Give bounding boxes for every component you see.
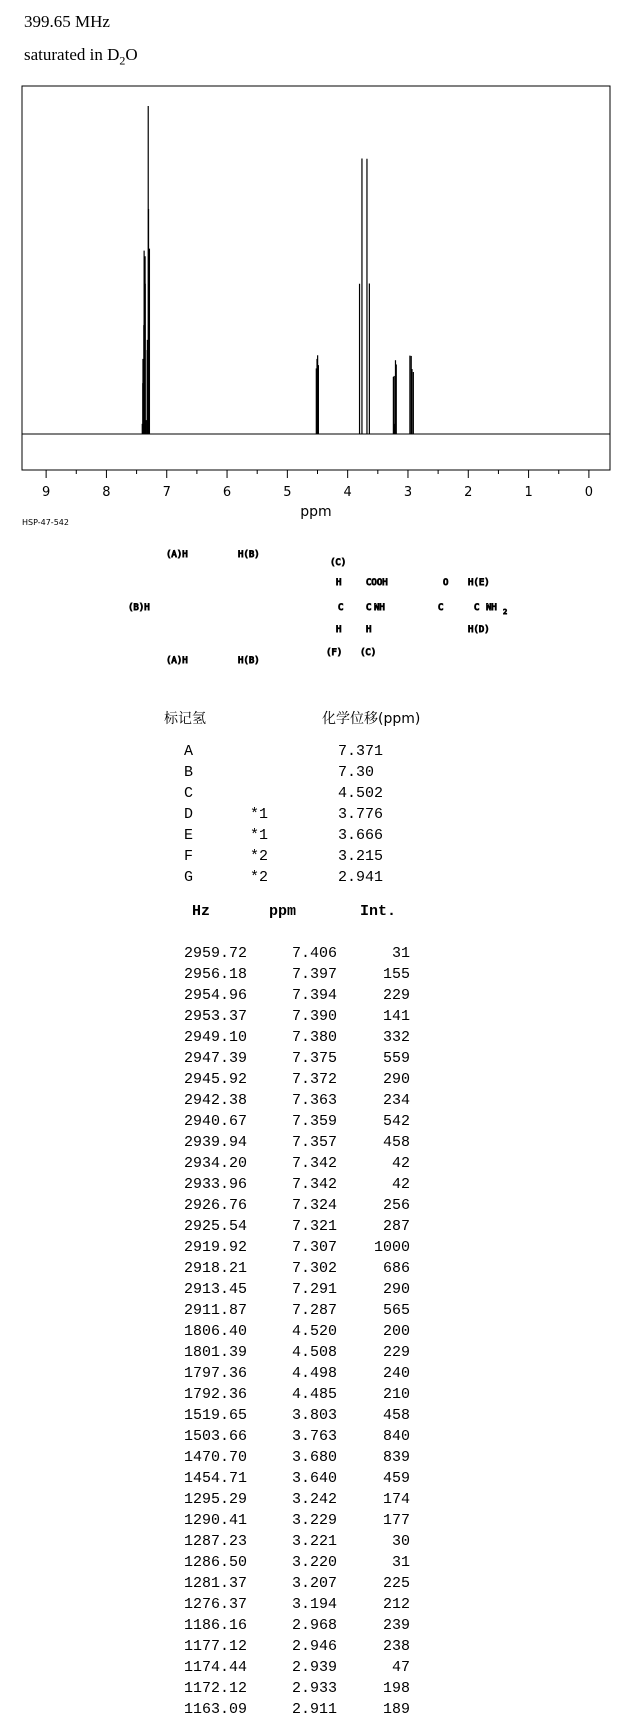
table-row: [0, 1258, 626, 1279]
hz-cell: 2956.18: [183, 966, 247, 983]
assignment-shift: 7.371: [338, 743, 384, 760]
int-cell: 240: [382, 1365, 410, 1382]
table-row: [0, 1006, 626, 1027]
int-cell: 458: [382, 1134, 410, 1151]
int-cell: 30: [391, 1533, 410, 1550]
int-cell: 686: [382, 1260, 410, 1277]
structure-label: C: [366, 603, 372, 613]
ppm-cell: 7.287: [291, 1302, 337, 1319]
table-row: [0, 1237, 626, 1258]
ppm-cell: 2.968: [291, 1617, 337, 1634]
assignment-row: [0, 825, 626, 846]
hz-cell: 2933.96: [183, 1176, 247, 1193]
hz-cell: 2925.54: [183, 1218, 247, 1235]
table-row: [0, 1594, 626, 1615]
hz-cell: 2934.20: [183, 1155, 247, 1172]
int-cell: 177: [382, 1512, 410, 1529]
structure-label: H: [336, 578, 342, 588]
table-row: [0, 1342, 626, 1363]
hz-cell: 2911.87: [183, 1302, 247, 1319]
assignment-row: [0, 804, 626, 825]
int-cell: 31: [391, 945, 410, 962]
structure-label: (A)H: [166, 656, 188, 666]
spectrum-code: HSP-47-542: [22, 518, 69, 527]
solvent-prefix: saturated in D: [24, 45, 120, 64]
table-row: [0, 964, 626, 985]
assignment-label: D: [184, 806, 194, 823]
frequency-label: 399.65 MHz: [24, 12, 110, 31]
hz-cell: 1281.37: [183, 1575, 247, 1592]
ppm-cell: 3.220: [291, 1554, 337, 1571]
int-cell: 542: [382, 1113, 410, 1130]
ppm-cell: 7.394: [291, 987, 337, 1004]
int-cell: 229: [382, 1344, 410, 1361]
ppm-cell: 3.194: [291, 1596, 337, 1613]
assignment-row: [0, 762, 626, 783]
x-tick-label: 5: [283, 485, 292, 500]
int-cell: 459: [382, 1470, 410, 1487]
table-row: [0, 1363, 626, 1384]
table-row: [0, 1552, 626, 1573]
structure-label: H(D): [468, 625, 490, 635]
solvent-subscript: 2: [119, 53, 126, 68]
int-cell: 189: [382, 1701, 410, 1718]
structure-label: H(B): [238, 550, 260, 560]
structure-label: (C): [330, 558, 347, 568]
int-cell: 141: [382, 1008, 410, 1025]
table-row: [0, 1489, 626, 1510]
structure-label: H: [366, 625, 372, 635]
hz-cell: 2939.94: [183, 1134, 247, 1151]
structure-label: (A)H: [166, 550, 188, 560]
int-cell: 290: [382, 1071, 410, 1088]
table-row: [0, 1510, 626, 1531]
hz-cell: 2919.92: [183, 1239, 247, 1256]
nmr-spectrum-chart: [0, 80, 626, 520]
table-row: [0, 1468, 626, 1489]
int-cell: 1000: [373, 1239, 410, 1256]
hz-cell: 2954.96: [183, 987, 247, 1004]
structure-label: (F): [326, 648, 343, 658]
ppm-cell: 7.406: [291, 945, 337, 962]
ppm-cell: 7.321: [291, 1218, 337, 1235]
table-row: [0, 1615, 626, 1636]
structure-label: (C): [360, 648, 377, 658]
ppm-cell: 7.291: [291, 1281, 337, 1298]
assignment-shift: 3.776: [338, 806, 384, 823]
int-header: Int.: [360, 903, 397, 920]
int-cell: 210: [382, 1386, 410, 1403]
ppm-cell: 7.372: [291, 1071, 337, 1088]
ppm-cell: 7.302: [291, 1260, 337, 1277]
hz-cell: 1163.09: [183, 1701, 247, 1718]
table-row: [0, 985, 626, 1006]
hz-cell: 1454.71: [183, 1470, 247, 1487]
ppm-cell: 7.357: [291, 1134, 337, 1151]
int-cell: 332: [382, 1029, 410, 1046]
int-cell: 42: [391, 1155, 410, 1172]
int-cell: 155: [382, 966, 410, 983]
assignment-label: G: [184, 869, 194, 886]
assignment-shift: 7.30: [338, 764, 375, 781]
int-cell: 239: [382, 1617, 410, 1634]
structure-label: H(E): [468, 578, 490, 588]
table-row: [0, 1531, 626, 1552]
int-cell: 200: [382, 1323, 410, 1340]
hz-cell: 2942.38: [183, 1092, 247, 1109]
x-tick-label: 0: [584, 485, 594, 500]
int-cell: 839: [382, 1449, 410, 1466]
structure-label: O: [443, 578, 449, 588]
ppm-cell: 3.640: [291, 1470, 337, 1487]
x-tick-label: 4: [343, 485, 352, 500]
table-row: [0, 1384, 626, 1405]
hydrogen-label-header: 标记氢: [164, 711, 206, 727]
assignment-row: [0, 867, 626, 888]
assignment-note: *2: [250, 869, 269, 886]
ppm-header: ppm: [269, 903, 297, 920]
ppm-cell: 7.324: [291, 1197, 337, 1214]
hz-cell: 1806.40: [183, 1323, 247, 1340]
hz-cell: 1519.65: [183, 1407, 247, 1424]
x-tick-label: 3: [403, 485, 413, 500]
int-cell: 458: [382, 1407, 410, 1424]
int-cell: 565: [382, 1302, 410, 1319]
table-row: [0, 1279, 626, 1300]
solvent-label: [24, 45, 138, 68]
hz-cell: 1801.39: [183, 1344, 247, 1361]
table-row: [0, 1321, 626, 1342]
ppm-cell: 2.911: [291, 1701, 337, 1718]
assignment-row: [0, 783, 626, 804]
hz-cell: 1172.12: [183, 1680, 247, 1697]
x-tick-label: 6: [222, 485, 232, 500]
int-cell: 229: [382, 987, 410, 1004]
ppm-cell: 7.359: [291, 1113, 337, 1130]
table-row: [0, 1216, 626, 1237]
hz-cell: 1186.16: [183, 1617, 247, 1634]
ppm-cell: 3.207: [291, 1575, 337, 1592]
int-cell: 287: [382, 1218, 410, 1235]
hz-cell: 2959.72: [183, 945, 247, 962]
assignment-shift: 2.941: [338, 869, 384, 886]
hz-cell: 1177.12: [183, 1638, 247, 1655]
table-row: [0, 1636, 626, 1657]
int-cell: 559: [382, 1050, 410, 1067]
hz-header: Hz: [192, 903, 211, 920]
table-row: [0, 1132, 626, 1153]
table-row: [0, 1573, 626, 1594]
hz-cell: 1470.70: [183, 1449, 247, 1466]
ppm-cell: 2.933: [291, 1680, 337, 1697]
ppm-cell: 4.498: [291, 1365, 337, 1382]
table-row: [0, 1405, 626, 1426]
ppm-cell: 2.939: [291, 1659, 337, 1676]
molecule-structure: [0, 540, 626, 690]
hz-cell: 2953.37: [183, 1008, 247, 1025]
ppm-cell: 7.307: [291, 1239, 337, 1256]
table-row: [0, 1300, 626, 1321]
table-row: [0, 1174, 626, 1195]
x-tick-label: 1: [524, 485, 533, 500]
ppm-cell: 7.380: [291, 1029, 337, 1046]
ppm-cell: 7.397: [291, 966, 337, 983]
structure-label: NH: [486, 603, 497, 613]
table-row: [0, 1657, 626, 1678]
ppm-cell: 4.508: [291, 1344, 337, 1361]
hz-cell: 2949.10: [183, 1029, 247, 1046]
table-row: [0, 1090, 626, 1111]
int-cell: 225: [382, 1575, 410, 1592]
assignment-row: [0, 741, 626, 762]
assignment-list: [0, 741, 626, 888]
ppm-cell: 7.363: [291, 1092, 337, 1109]
shift-header: 化学位移(ppm): [322, 711, 421, 727]
assignment-label: A: [184, 743, 194, 760]
table-row: [0, 943, 626, 964]
structure-label: COOH: [366, 578, 388, 588]
ppm-cell: 7.390: [291, 1008, 337, 1025]
assignment-shift: 3.215: [338, 848, 384, 865]
x-tick-label: 2: [464, 485, 473, 500]
structure-label: C: [438, 603, 444, 613]
assignment-label: B: [184, 764, 194, 781]
ppm-cell: 3.221: [291, 1533, 337, 1550]
assignment-label: E: [184, 827, 194, 844]
int-cell: 198: [382, 1680, 410, 1697]
structure-label: NH: [374, 603, 385, 613]
hz-cell: 1792.36: [183, 1386, 247, 1403]
assignment-shift: 4.502: [338, 785, 384, 802]
hz-cell: 1287.23: [183, 1533, 247, 1550]
hz-cell: 2913.45: [183, 1281, 247, 1298]
hz-cell: 1290.41: [183, 1512, 247, 1529]
assignment-row: [0, 846, 626, 867]
table-row: [0, 1426, 626, 1447]
hz-cell: 1295.29: [183, 1491, 247, 1508]
table-row: [0, 1195, 626, 1216]
table-row: [0, 1699, 626, 1720]
structure-label: H(B): [238, 656, 260, 666]
hz-cell: 1286.50: [183, 1554, 247, 1571]
table-row: [0, 1111, 626, 1132]
table-row: [0, 1048, 626, 1069]
solvent-suffix: O: [125, 45, 138, 64]
ppm-cell: 4.520: [291, 1323, 337, 1340]
x-tick-label: 8: [102, 485, 111, 500]
hz-cell: 2926.76: [183, 1197, 247, 1214]
ppm-cell: 3.803: [291, 1407, 337, 1424]
int-cell: 212: [382, 1596, 410, 1613]
structure-label: H: [336, 625, 342, 635]
int-cell: 42: [391, 1176, 410, 1193]
int-cell: 31: [391, 1554, 410, 1571]
x-tick-label: 9: [41, 485, 51, 500]
assignment-label: C: [184, 785, 194, 802]
ppm-cell: 4.485: [291, 1386, 337, 1403]
assignment-label: F: [184, 848, 194, 865]
assignment-note: *1: [250, 806, 269, 823]
int-cell: 174: [382, 1491, 410, 1508]
ppm-cell: 7.375: [291, 1050, 337, 1067]
int-cell: 234: [382, 1092, 410, 1109]
table-row: [0, 1678, 626, 1699]
x-tick-label: 7: [162, 485, 171, 500]
table-row: [0, 1069, 626, 1090]
int-cell: 238: [382, 1638, 410, 1655]
hz-cell: 1503.66: [183, 1428, 247, 1445]
table-row: [0, 1153, 626, 1174]
assignment-shift: 3.666: [338, 827, 384, 844]
ppm-cell: 7.342: [291, 1176, 337, 1193]
assignment-note: *1: [250, 827, 269, 844]
hz-cell: 1174.44: [183, 1659, 247, 1676]
ppm-cell: 3.242: [291, 1491, 337, 1508]
assignment-note: *2: [250, 848, 269, 865]
hz-cell: 2947.39: [183, 1050, 247, 1067]
structure-label: (B)H: [128, 603, 150, 613]
int-cell: 256: [382, 1197, 410, 1214]
hz-cell: 2945.92: [183, 1071, 247, 1088]
structure-label: 2: [503, 608, 508, 616]
ppm-cell: 2.946: [291, 1638, 337, 1655]
int-cell: 290: [382, 1281, 410, 1298]
ppm-cell: 3.763: [291, 1428, 337, 1445]
peak-table: [0, 943, 626, 1720]
x-axis-label: ppm: [300, 504, 332, 520]
hz-cell: 2940.67: [183, 1113, 247, 1130]
hz-cell: 1276.37: [183, 1596, 247, 1613]
int-cell: 47: [391, 1659, 410, 1676]
int-cell: 840: [382, 1428, 410, 1445]
ppm-cell: 3.680: [291, 1449, 337, 1466]
table-row: [0, 1447, 626, 1468]
ppm-cell: 7.342: [291, 1155, 337, 1172]
hz-cell: 2918.21: [183, 1260, 247, 1277]
ppm-cell: 3.229: [291, 1512, 337, 1529]
hz-cell: 1797.36: [183, 1365, 247, 1382]
table-row: [0, 1027, 626, 1048]
structure-label: C: [474, 603, 480, 613]
structure-label: C: [338, 603, 344, 613]
